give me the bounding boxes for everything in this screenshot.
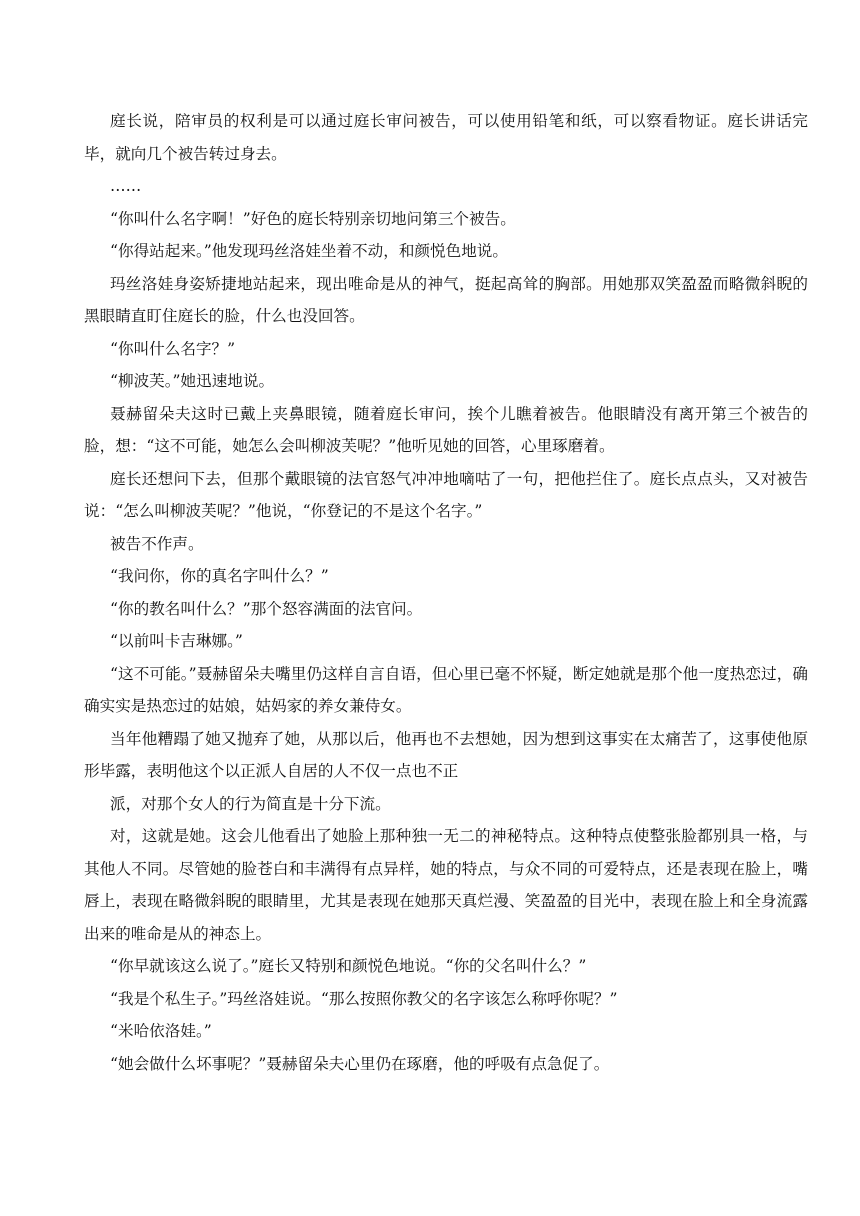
- paragraph-13: “以前叫卡吉琳娜。”: [110, 632, 243, 650]
- paragraph-3: “你叫什么名字啊！”好色的庭长特别亲切地问第三个被告。: [110, 209, 516, 228]
- paragraph-15: 当年他糟蹋了她又抛弃了她，从那以后，他再也不去想她，因为想到这事实在太痛苦了，这事使他原形毕露，表明他这个以正派人自居的人不仅一点也不正: [84, 729, 808, 780]
- paragraph-6: “你叫什么名字？”: [110, 339, 236, 358]
- paragraph-16: 派，对那个女人的行为简直是十分下流。: [110, 794, 391, 813]
- paragraph-17: 对，这就是她。这会儿他看出了她脸上那种独一无二的神秘特点。这种特点使整张脸都别具一格，与其他人不同。尽管她的脸苍白和丰满得有点异样，她的特点，与众不同的可爱特点，还是表现在脸上，嘴唇上，表现在略微斜睨的眼睛里，尤其是表现在她那天真烂漫、笑盈盈的目光中，表现在脸上和全身流露出来的唯命是从的神态上。: [84, 827, 808, 943]
- paragraph-2: ……: [110, 177, 142, 195]
- paragraph-14: “这不可能。”聂赫留朵夫嘴里仍这样自言自语，但心里已毫不怀疑，断定她就是那个他一度热恋过，确确实实是热恋过的姑娘，姑妈家的养女兼侍女。: [84, 664, 808, 715]
- paragraph-20: “米哈依洛娃。”: [110, 1022, 212, 1040]
- paragraph-1: 庭长说，陪审员的权利是可以通过庭长审问被告，可以使用铅笔和纸，可以察看物证。庭长讲话完毕，就向几个被告转过身去。: [84, 112, 808, 163]
- paragraph-5: 玛丝洛娃身姿矫捷地站起来，现出唯命是从的神气，挺起高耸的胸部。用她那双笑盈盈而略微斜睨的黑眼睛直盯住庭长的脸，什么也没回答。: [84, 274, 808, 325]
- paragraph-11: “我问你，你的真名字叫什么？”: [110, 567, 329, 585]
- paragraph-18: “你早就该这么说了。”庭长又特别和颜悦色地说。“你的父名叫什么？”: [110, 957, 587, 975]
- paragraph-21: “她会做什么坏事呢？”聂赫留朵夫心里仍在琢磨，他的呼吸有点急促了。: [110, 1054, 610, 1073]
- paragraph-7: “柳波芙。”她迅速地说。: [110, 372, 275, 390]
- paragraph-12: “你的教名叫什么？”那个怒容满面的法官问。: [110, 599, 423, 618]
- paragraph-19: “我是个私生子。”玛丝洛娃说。“那么按照你教父的名字该怎么称呼你呢？”: [110, 989, 618, 1008]
- paragraph-4: “你得站起来。”他发现玛丝洛娃坐着不动，和颜悦色地说。: [110, 242, 508, 260]
- paragraph-8: 聂赫留朵夫这时已戴上夹鼻眼镜，随着庭长审问，挨个儿瞧着被告。他眼睛没有离开第三个被告的脸，想：“这不可能，她怎么会叫柳波芙呢？”他听见她的回答，心里琢磨着。: [84, 404, 808, 455]
- paragraph-10: 被告不作声。: [110, 534, 204, 553]
- paragraph-9: 庭长还想问下去，但那个戴眼镜的法官怒气冲冲地嘀咕了一句，把他拦住了。庭长点点头，又对被告说：“怎么叫柳波芙呢？”他说，“你登记的不是这个名字。”: [84, 469, 808, 520]
